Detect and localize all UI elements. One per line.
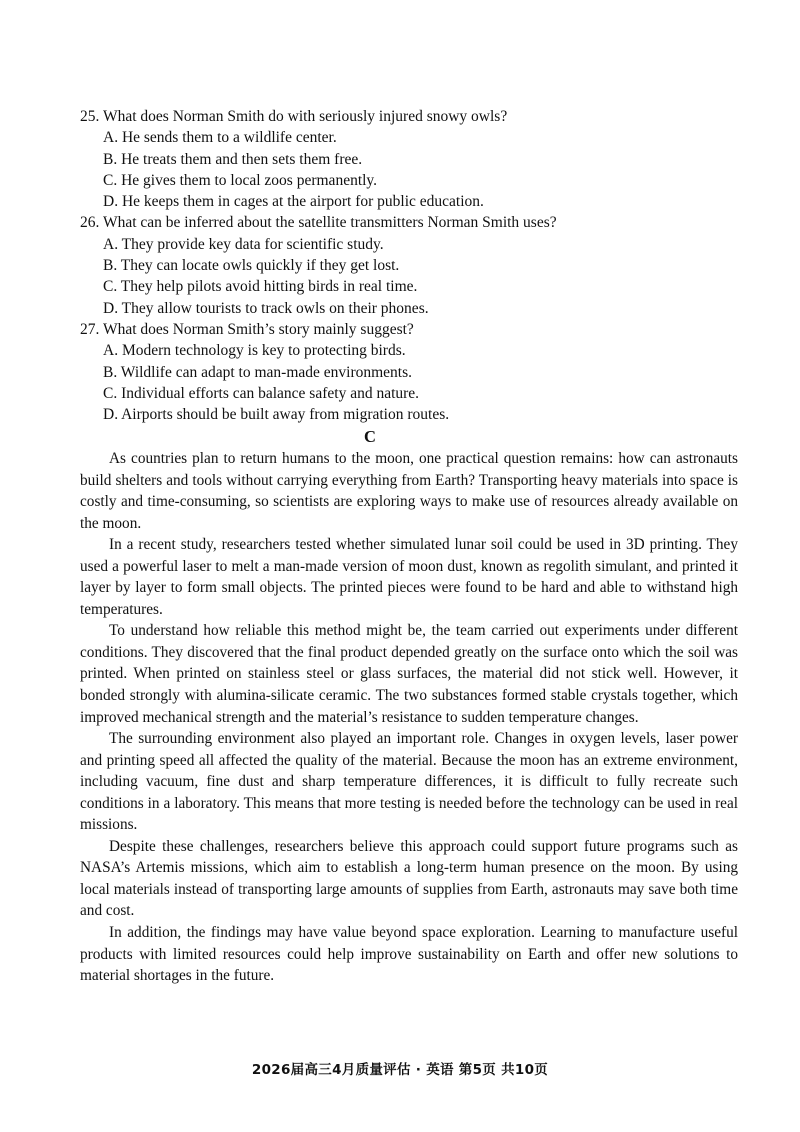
option-b: B. Wildlife can adapt to man-made environments. xyxy=(103,363,413,381)
question-27 xyxy=(80,319,740,425)
passage-paragraph: In addition, the findings may have value beyond space exploration. Learning to manufacture useful products with limited resources could help improve sustainability on Earth and offer new solutions to material shortages in the future. xyxy=(80,924,738,985)
question-stem: 27. What does Norman Smith’s story mainly suggest? xyxy=(80,320,414,338)
option-d: D. Airports should be built away from migration routes. xyxy=(103,406,450,424)
option-c: C. Individual efforts can balance safety and nature. xyxy=(103,384,420,402)
option-d: D. They allow tourists to track owls on their phones. xyxy=(103,299,429,317)
option-a: A. Modern technology is key to protecting birds. xyxy=(103,342,406,360)
question-26 xyxy=(80,212,740,318)
option-a: A. They provide key data for scientific study. xyxy=(103,235,384,253)
passage-paragraph: The surrounding environment also played an important role. Changes in oxygen levels, laser power and printing speed all affected the quality of the material. Because the moon has an extreme environment, including vacuum, fine dust and sharp temperature differences, it is difficult to fully recreate such conditions in a laboratory. This means that more testing is needed before the technology can be used in real missions. xyxy=(80,730,738,834)
passage-paragraph: Despite these challenges, researchers believe this approach could support future programs such as NASA’s Artemis missions, which aim to establish a long-term human presence on the moon. By using local materials instead of transporting large amounts of supplies from Earth, astronauts may save both time and cost. xyxy=(80,837,738,920)
question-stem: 25. What does Norman Smith do with seriously injured snowy owls? xyxy=(80,108,508,125)
option-d: D. He keeps them in cages at the airport for public education. xyxy=(103,193,484,211)
passage-paragraph: As countries plan to return humans to the moon, one practical question remains: how can astronauts build shelters and tools without carrying everything from Earth? Transporting heavy materials into space is costly and time-consuming, so scientists are exploring ways to make use of resources already available on the moon. xyxy=(80,450,738,532)
section-title: C xyxy=(364,427,376,446)
option-c: C. They help pilots avoid hitting birds in real time. xyxy=(103,278,418,296)
question-25 xyxy=(80,106,740,212)
question-list xyxy=(80,106,740,425)
page-footer: 2026届高三4月质量评估 · 英语 第5页 共10页 xyxy=(251,1062,549,1078)
option-c: C. He gives them to local zoos permanently. xyxy=(103,171,378,189)
option-a: A. He sends them to a wildlife center. xyxy=(103,129,337,147)
reading-passage xyxy=(80,448,738,987)
question-stem: 26. What can be inferred about the satellite transmitters Norman Smith uses? xyxy=(80,214,557,232)
option-b: B. He treats them and then sets them free. xyxy=(103,150,363,168)
option-b: B. They can locate owls quickly if they get lost. xyxy=(103,257,400,275)
passage-paragraph: In a recent study, researchers tested whether simulated lunar soil could be used in 3D printing. They used a powerful laser to melt a man-made version of moon dust, known as regolith simulant, and printed it layer by layer to form small objects. The printed pieces were found to be hard and able to withstand high temperatures. xyxy=(80,536,738,618)
passage-paragraph: To understand how reliable this method might be, the team carried out experiments under different conditions. They discovered that the final product depended greatly on the surface onto which the soil was printed. When printed on stainless steel or glass surfaces, the material did not stick well. However, it bonded strongly with alumina-silicate ceramic. The two substances formed stable crystals together, which improved mechanical strength and the material’s resistance to sudden temperature changes. xyxy=(80,622,738,726)
